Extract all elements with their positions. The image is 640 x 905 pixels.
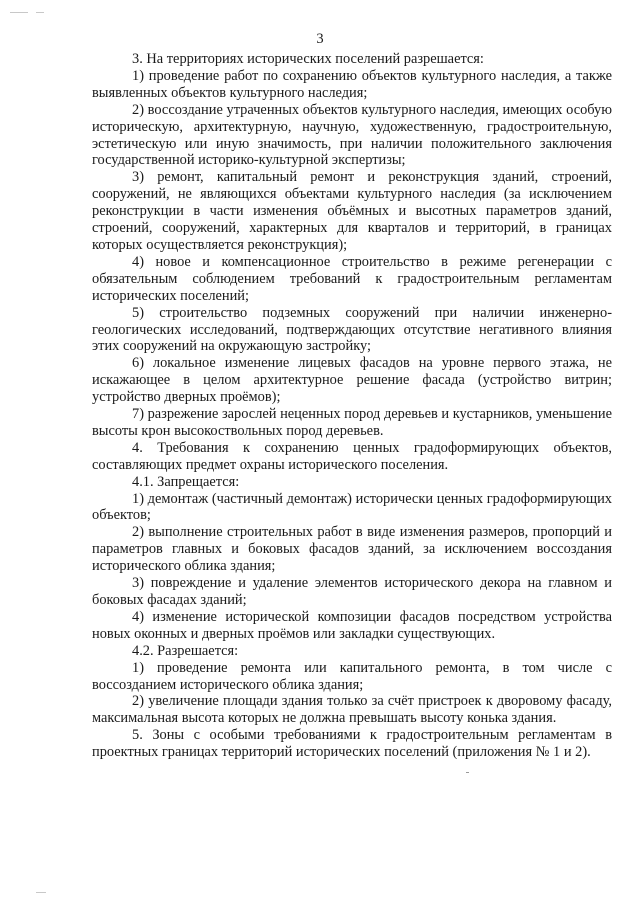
section-4-1-item-3: 3) повреждение и удаление элементов исторического декора на главном и боковых фасадах зданий; [92,575,612,608]
section-4-1-item-1: 1) демонтаж (частичный демонтаж) исторически ценных градоформирующих объектов; [92,490,612,524]
section-3-item-6: 6) локальное изменение лицевых фасадов на уровне первого этажа, не искажающее в целом архитектурное решение фасада (устройство витрин; устройство дверных проёмов); [92,355,612,406]
section-4-1-item-4: 4) изменение исторической композиции фасадов посредством устройства новых оконных и дверных проёмов или закладки существующих. [92,608,612,642]
scan-artifact [10,12,28,13]
scan-artifact [36,12,44,13]
scan-artifact [36,892,46,893]
section-3-item-1: 1) проведение работ по сохранению объектов культурного наследия, а также выявленных объектов культурного наследия; [92,67,612,101]
section-4-2-heading: 4.2. Разрешается: [132,642,239,659]
section-5-heading: 5. Зоны с особыми требованиями к градостроительным регламентам в проектных границах территорий исторических поселений (приложения № 1 и 2). [92,727,612,761]
section-3-item-2: 2) воссоздание утраченных объектов культурного наследия, имеющих особую историческую, архитектурную, научную, художественную, градостроительную, эстетическую или иную значимость, при наличии положительного заключения государственной историко-культурной экспертизы; [92,101,612,169]
section-4-2-item-2: 2) увеличение площади здания только за счёт пристроек к дворовому фасаду, максимальная высота которых не должна превышать высоту конька здания. [92,693,612,727]
page-number: 3 [316,31,324,47]
section-3-item-4: 4) новое и компенсационное строительство в режиме регенерации с обязательным соблюдением требований к градостроительным регламентам исторических поселений; [92,253,612,304]
section-3-item-7: 7) разрежение зарослей неценных пород деревьев и кустарников, уменьшение высоты крон высокоствольных пород деревьев. [92,406,612,439]
document-body [92,51,612,761]
section-4-1-item-2: 2) выполнение строительных работ в виде изменения размеров, пропорций и параметров главных и боковых фасадов зданий, за исключением воссоздания исторического облика здания; [92,524,612,575]
section-3-heading: 3. На территориях исторических поселений разрешается: [132,51,484,67]
section-3-item-3: 3) ремонт, капитальный ремонт и реконструкция зданий, строений, сооружений, не являющихся объектами культурного наследия (за исключением реконструкции в части изменения объёмных и высотных параметров зданий, строений, сооружений, характерных для кварталов и территорий, в границах которых осуществляется реконструкция); [92,169,612,253]
scan-artifact [466,772,469,773]
section-3-item-5: 5) строительство подземных сооружений при наличии инженерно-геологических исследований, подтверждающих отсутствие негативного влияния этих сооружений на окружающую застройку; [92,304,612,355]
section-4-2-item-1: 1) проведение ремонта или капитального ремонта, в том числе с воссозданием исторического облика здания; [92,659,612,693]
section-4-heading: 4. Требования к сохранению ценных градоформирующих объектов, составляющих предмет охраны исторического поселения. [92,439,612,473]
section-4-1-heading: 4.1. Запрещается: [132,473,240,490]
